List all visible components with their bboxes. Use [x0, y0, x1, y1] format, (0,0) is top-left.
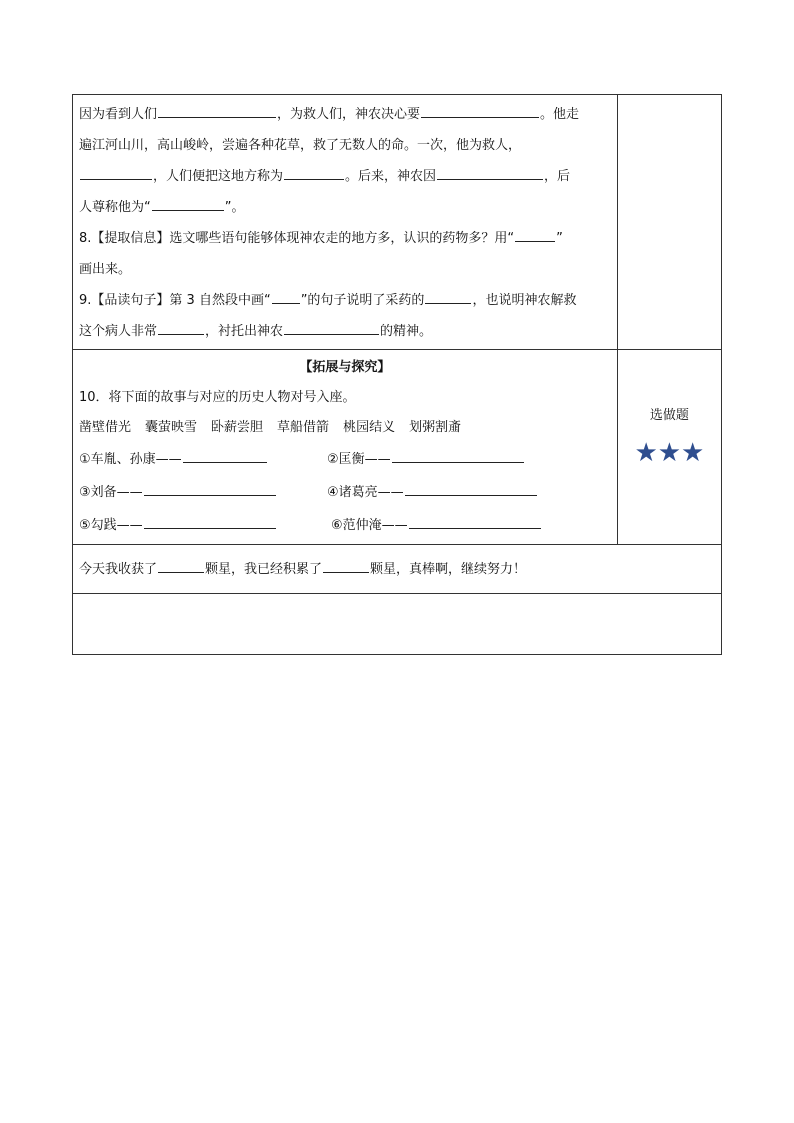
- passage-text: ，人们便把这地方称为: [153, 169, 284, 184]
- answer-blank[interactable]: [158, 102, 276, 118]
- person-label: ⑥范仲淹——: [331, 518, 408, 533]
- summary-cell: [73, 545, 722, 594]
- person-label: ①车胤、孙康——: [79, 452, 182, 467]
- passage-line-2: [79, 130, 611, 161]
- worksheet-table: [72, 94, 722, 655]
- passage-text: 。他走: [540, 107, 580, 122]
- answer-blank[interactable]: [272, 288, 300, 304]
- story-item: 卧薪尝胆: [211, 420, 264, 435]
- question-8: [79, 223, 611, 254]
- question-text: 的精神。: [380, 324, 433, 339]
- optional-label: 选做题: [649, 408, 689, 423]
- answer-blank[interactable]: [80, 164, 152, 180]
- match-row-3: [79, 509, 611, 542]
- answer-blank[interactable]: [284, 319, 379, 335]
- question-text: 10．将下面的故事与对应的历史人物对号入座。: [79, 390, 356, 405]
- question-text: ”: [556, 231, 563, 246]
- question-9-cont: [79, 316, 611, 347]
- question-9: [79, 285, 611, 316]
- summary-text-part: 今天我收获了: [79, 562, 158, 577]
- answer-blank[interactable]: [425, 288, 471, 304]
- reading-questions-cell: [73, 95, 618, 350]
- question-text: 画出来。: [79, 262, 132, 277]
- reading-questions-row: [73, 95, 722, 350]
- extension-row: [73, 350, 722, 545]
- extension-cell: [73, 350, 618, 545]
- answer-blank[interactable]: [515, 226, 555, 242]
- question-text: 9.【品读句子】第 3 自然段中画“: [79, 293, 271, 308]
- answer-blank[interactable]: [409, 513, 541, 529]
- passage-text: ，为救人们，神农决心要: [277, 107, 421, 122]
- match-row-1: [79, 443, 611, 476]
- answer-blank[interactable]: [152, 195, 224, 211]
- summary-row: [73, 545, 722, 594]
- answer-blank[interactable]: [405, 480, 537, 496]
- summary-text: [73, 545, 721, 593]
- question-text: 8.【提取信息】选文哪些语句能够体现神农走的地方多，认识的药物多？用“: [79, 231, 515, 246]
- question-8-cont: [79, 254, 611, 285]
- answer-blank[interactable]: [144, 513, 276, 529]
- story-item: 囊萤映雪: [145, 420, 198, 435]
- reading-side-cell: [617, 95, 721, 350]
- passage-text: 。后来，神农因: [345, 169, 437, 184]
- answer-blank[interactable]: [144, 480, 276, 496]
- person-label: ⑤勾践——: [79, 518, 143, 533]
- story-list: [79, 413, 611, 443]
- passage-text: ，后: [544, 169, 571, 184]
- story-item: 草船借箭: [277, 420, 330, 435]
- star-total-blank[interactable]: [323, 557, 369, 573]
- passage-line-3: [79, 161, 611, 192]
- answer-blank[interactable]: [158, 319, 204, 335]
- empty-row: [73, 594, 722, 655]
- passage-line-4: [79, 192, 611, 223]
- section-title: 【拓展与探究】: [299, 360, 391, 375]
- passage-text: 人尊称他为“: [79, 200, 151, 215]
- answer-blank[interactable]: [437, 164, 543, 180]
- story-item: 划粥割齑: [409, 420, 462, 435]
- summary-text-part: 颗星，我已经积累了: [205, 562, 323, 577]
- answer-blank[interactable]: [421, 102, 539, 118]
- star-rating-icon: ★★★: [634, 438, 705, 468]
- match-row-2: [79, 476, 611, 509]
- passage-text: 因为看到人们: [79, 107, 158, 122]
- question-text: ，衬托出神农: [205, 324, 284, 339]
- passage-line-1: [79, 99, 611, 130]
- empty-cell: [73, 594, 722, 655]
- summary-text-part: 颗星，真棒啊，继续努力！: [370, 562, 527, 577]
- answer-blank[interactable]: [183, 447, 267, 463]
- question-text: ，也说明神农解救: [472, 293, 577, 308]
- passage-text: 遍江河山川，高山峻岭，尝遍各种花草，救了无数人的命。一次，他为救人，: [79, 138, 522, 153]
- story-item: 桃园结义: [343, 420, 396, 435]
- person-label: ③刘备——: [79, 485, 143, 500]
- person-label: ②匡衡——: [327, 452, 391, 467]
- question-text: ”的句子说明了采药的: [300, 293, 425, 308]
- question-10: [79, 382, 611, 413]
- passage-text: ”。: [224, 200, 245, 215]
- answer-blank[interactable]: [284, 164, 344, 180]
- story-item: 凿壁借光: [79, 420, 132, 435]
- question-text: 这个病人非常: [79, 324, 158, 339]
- star-count-blank[interactable]: [158, 557, 204, 573]
- optional-side-cell: [617, 350, 721, 545]
- answer-blank[interactable]: [392, 447, 524, 463]
- person-label: ④诸葛亮——: [327, 485, 404, 500]
